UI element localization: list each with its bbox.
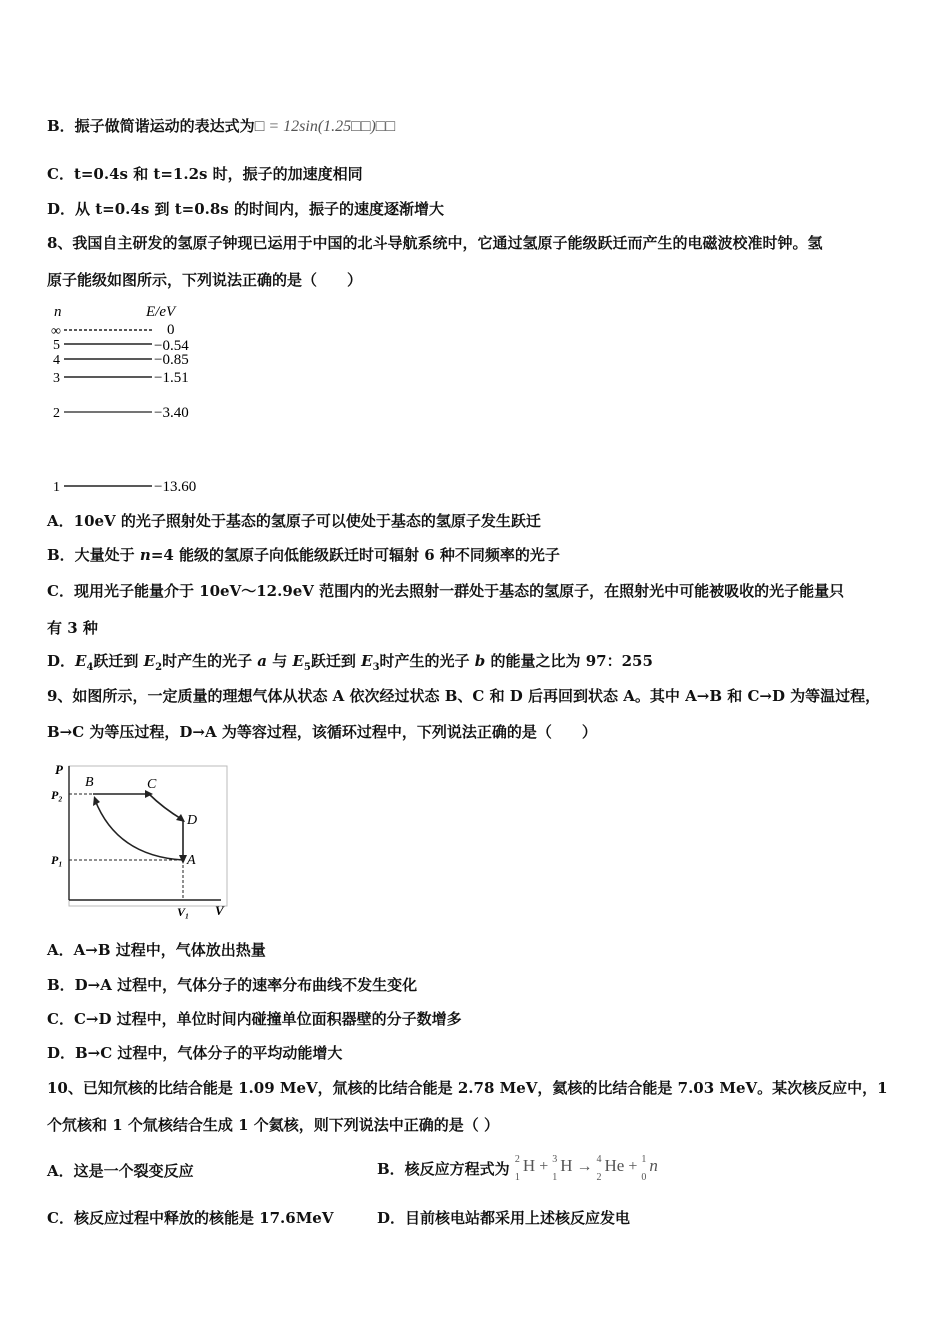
deuterium-symbol: H bbox=[522, 1156, 536, 1175]
point-a-label: A bbox=[187, 853, 196, 868]
q8-stem-line1: 8、我国自主研发的氢原子钟现已运用于中国的北斗导航系统中，它通过氢原子能级跃迁而产生的电磁波校准时钟。氢 bbox=[47, 234, 823, 252]
q9-option-b: B．D→A 过程中，气体分子的速率分布曲线不发生变化 bbox=[47, 976, 418, 994]
level-4 bbox=[53, 352, 189, 368]
q7-option-b bbox=[47, 116, 395, 137]
level-2 bbox=[53, 405, 189, 421]
q8-option-c-line2: 有 3 种 bbox=[47, 619, 98, 637]
tritium-symbol: H bbox=[560, 1156, 573, 1175]
level-1 bbox=[53, 479, 196, 495]
neutron-mass: 1 bbox=[641, 1154, 647, 1165]
q8-option-c-line1: C．现用光子能量介于 10eV～12.9eV 范围内的光去照射一群处于基态的氢原子，在照射光中可能被吸收的光子能量只 bbox=[47, 582, 845, 600]
q10-stem-line1: 10、已知氘核的比结合能是 1.09 MeV，氚核的比结合能是 2.78 MeV，氦核的比结合能是 7.03 MeV。某次核反应中，1 bbox=[47, 1079, 888, 1097]
level-e-4: −0.85 bbox=[154, 352, 189, 368]
q8-d-t5: 时产生的光子 bbox=[379, 652, 475, 670]
n-axis-label: n bbox=[54, 304, 62, 320]
q8-option-d bbox=[47, 651, 653, 671]
p1-label: P₁ bbox=[51, 853, 63, 867]
level-n-1: 1 bbox=[53, 480, 60, 495]
level-e-3: −1.51 bbox=[154, 370, 189, 386]
q8-d-b: b bbox=[474, 652, 486, 670]
q8-d-e4: E bbox=[75, 652, 87, 670]
q10-option-a: A．这是一个裂变反应 bbox=[47, 1162, 194, 1180]
q8-option-b-post: =4 能级的氢原子向低能级跃迁时可辐射 6 种不同频率的光子 bbox=[150, 546, 560, 564]
q8-option-b-var: n bbox=[139, 546, 151, 564]
plus-2: + bbox=[624, 1158, 642, 1175]
point-c-label: C bbox=[147, 777, 157, 792]
q8-d-e3: E bbox=[361, 652, 373, 670]
deuterium bbox=[514, 1154, 536, 1183]
neutron-number: 0 bbox=[641, 1172, 647, 1183]
level-3 bbox=[53, 370, 189, 386]
level-e-2: −3.40 bbox=[154, 405, 189, 421]
helium-mass: 4 bbox=[596, 1154, 602, 1165]
point-d-label: D bbox=[187, 813, 198, 828]
q8-d-t1: 跃迁到 bbox=[93, 652, 144, 670]
level-n-2: 2 bbox=[53, 406, 60, 421]
process-c-to-d bbox=[149, 794, 183, 820]
q8-d-t6: 的能量之比为 97：255 bbox=[485, 652, 653, 670]
q8-option-a: A．10eV 的光子照射处于基态的氢原子可以使处于基态的氢原子发生跃迁 bbox=[47, 512, 541, 530]
level-n-3: 3 bbox=[53, 371, 60, 386]
q8-d-t2: 时产生的光子 bbox=[162, 652, 258, 670]
level-e-5: −0.54 bbox=[154, 338, 189, 354]
q7-option-b-text: B．振子做简谐运动的表达式为 bbox=[47, 117, 255, 135]
point-b-label: B bbox=[85, 775, 94, 790]
helium-number: 2 bbox=[596, 1172, 602, 1183]
process-a-to-b bbox=[95, 800, 183, 860]
helium-symbol: He bbox=[604, 1156, 625, 1175]
reaction-arrow: → bbox=[572, 1158, 597, 1175]
q9-option-c: C．C→D 过程中，单位时间内碰撞单位面积器壁的分子数增多 bbox=[47, 1010, 462, 1028]
q10-option-b-text: B．核反应方程式为 bbox=[377, 1160, 510, 1178]
level-e-1: −13.60 bbox=[154, 479, 197, 495]
pv-diagram bbox=[45, 760, 235, 925]
q10-option-d: D．目前核电站都采用上述核反应发电 bbox=[377, 1209, 631, 1227]
q10-stem-line2: 个氘核和 1 个氚核结合生成 1 个氦核，则下列说法中正确的是（ ） bbox=[47, 1116, 499, 1134]
q8-d-e5: E bbox=[292, 652, 304, 670]
arrow-cd bbox=[176, 814, 185, 822]
q9-option-d: D．B→C 过程中，气体分子的平均动能增大 bbox=[47, 1044, 343, 1062]
helium bbox=[596, 1154, 625, 1183]
p2-label: P₂ bbox=[51, 788, 63, 802]
q7-option-c: C．t=0.4s 和 t=1.2s 时，振子的加速度相同 bbox=[47, 165, 363, 183]
deuterium-mass: 2 bbox=[514, 1154, 520, 1165]
energy-axis-label: E/eV bbox=[146, 304, 176, 320]
q8-option-b-pre: B．大量处于 bbox=[47, 546, 140, 564]
tritium-number: 1 bbox=[552, 1172, 558, 1183]
nuclear-equation bbox=[514, 1154, 658, 1183]
q10-option-b bbox=[377, 1154, 658, 1183]
level-n-5: 5 bbox=[53, 338, 60, 353]
neutron-symbol: n bbox=[649, 1156, 658, 1175]
q8-d-a: a bbox=[257, 652, 268, 670]
deuterium-number: 1 bbox=[514, 1172, 520, 1183]
q8-d-t3: 与 bbox=[267, 652, 293, 670]
q8-d-t4: 跃迁到 bbox=[310, 652, 362, 670]
level-infinity bbox=[51, 322, 175, 339]
q8-d-sub5: 5 bbox=[303, 662, 311, 673]
energy-level-diagram bbox=[40, 302, 230, 502]
q7-option-b-formula: □ = 12sin(1.25□□)□□ bbox=[254, 118, 396, 135]
q10-option-c: C．核反应过程中释放的核能是 17.6MeV bbox=[47, 1209, 334, 1227]
v-axis-label: V bbox=[215, 903, 224, 918]
q8-d-prefix: D． bbox=[47, 652, 76, 670]
tritium-mass: 3 bbox=[552, 1154, 558, 1165]
q9-stem-line2: B→C 为等压过程，D→A 为等容过程，该循环过程中，下列说法正确的是（ ） bbox=[47, 723, 597, 741]
level-e-inf: 0 bbox=[167, 322, 175, 338]
q8-option-b bbox=[47, 545, 560, 565]
q8-d-sub4: 4 bbox=[86, 662, 94, 673]
q9-option-a: A．A→B 过程中，气体放出热量 bbox=[47, 941, 266, 959]
level-n-4: 4 bbox=[53, 353, 60, 368]
neutron bbox=[641, 1154, 658, 1183]
level-n-inf: ∞ bbox=[51, 324, 61, 339]
q8-stem-line2: 原子能级如图所示，下列说法正确的是（ ） bbox=[47, 271, 363, 289]
q8-d-e2: E bbox=[143, 652, 156, 670]
q8-d-sub3: 3 bbox=[372, 662, 380, 673]
plus-1: + bbox=[535, 1158, 553, 1175]
q7-option-d: D．从 t=0.4s 到 t=0.8s 的时间内，振子的速度逐渐增大 bbox=[47, 200, 444, 218]
p-axis-label: P bbox=[55, 762, 63, 777]
q8-d-sub2: 2 bbox=[155, 662, 163, 673]
q9-stem-line1: 9、如图所示，一定质量的理想气体从状态 A 依次经过状态 B、C 和 D 后再回到状态 A。其中 A→B 和 C→D 为等温过程， bbox=[47, 687, 881, 705]
v1-label: V₁ bbox=[177, 905, 190, 919]
tritium bbox=[552, 1154, 573, 1183]
